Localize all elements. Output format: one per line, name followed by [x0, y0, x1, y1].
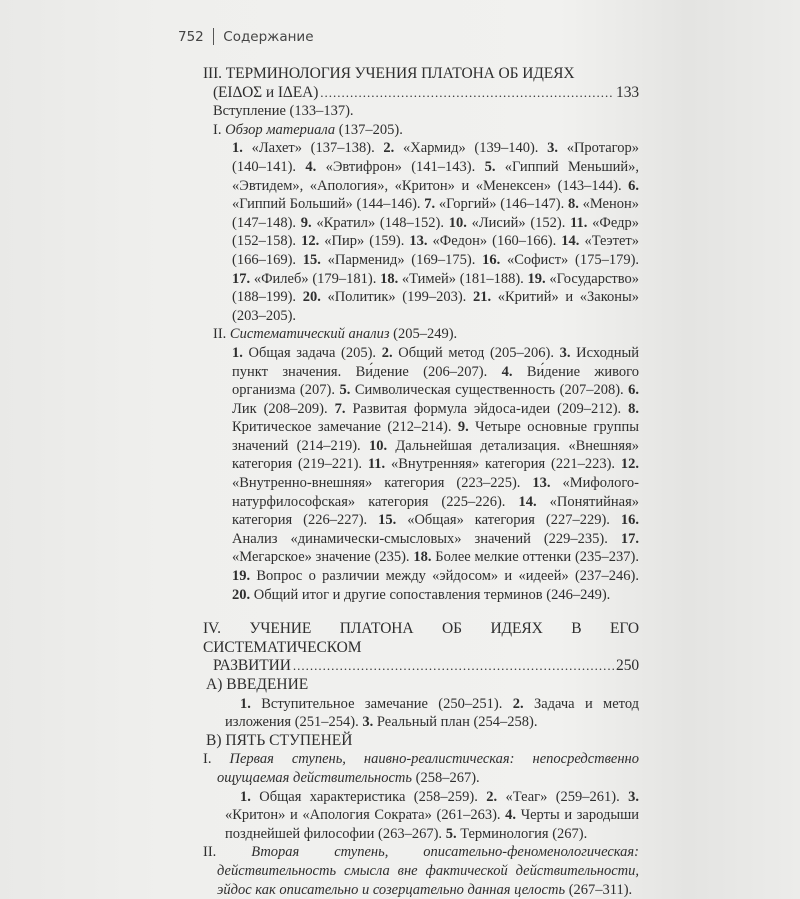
item-text: Реальный план (254–258). — [376, 714, 538, 731]
toc-chapter-entry — [203, 843, 639, 899]
toc-item — [380, 271, 524, 287]
item-number: 2. — [383, 140, 395, 157]
item-text: Общая характеристика (258–259). — [259, 788, 478, 805]
part-title-continuation — [203, 657, 639, 676]
item-number: 3. — [559, 344, 571, 361]
item-number: 3. — [628, 788, 640, 805]
toc-subheading: А) ВВЕДЕНИЕ — [206, 676, 309, 693]
item-number: 14. — [518, 493, 537, 510]
item-text: Более мелкие оттенки (235–237). — [435, 549, 639, 566]
toc-item — [232, 568, 639, 584]
item-number: 4. — [305, 158, 317, 175]
item-number: 19. — [232, 568, 251, 585]
item-text: Общий метод (205–206). — [398, 344, 555, 361]
toc-item — [232, 345, 376, 361]
item-number: 18. — [380, 270, 399, 287]
toc-part-entry — [203, 620, 639, 676]
item-number: 1. — [240, 788, 251, 805]
running-title: Содержание — [223, 28, 314, 45]
item-text: «Гиппий Больший» (144–146). — [232, 196, 421, 213]
item-text: «Государство» (188–199). — [232, 270, 640, 306]
item-number: 19. — [527, 270, 546, 287]
item-text: «Общая» категория (227–229). — [407, 512, 610, 529]
chapter-title: Обзор материала — [225, 121, 336, 138]
toc-item — [240, 789, 478, 805]
part-title: IV. УЧЕНИЕ ПЛАТОНА ОБ ИДЕЯХ В ЕГО СИСТЕМАТИЧЕСКОМ — [203, 620, 639, 656]
item-text: Дальнейшая детализация. «Внешняя» категория (219–221). — [232, 437, 640, 473]
toc-item — [378, 512, 610, 528]
item-text: Символическая существенность (207–208). — [354, 382, 624, 399]
item-number: 11. — [570, 214, 588, 231]
toc-item-list — [203, 344, 639, 604]
page-ref: 250 — [616, 657, 639, 675]
item-text: Развитая формула эйдоса-идеи (209–212). — [352, 400, 622, 417]
table-of-contents — [203, 65, 639, 899]
item-number: 16. — [620, 512, 640, 529]
item-number: 2. — [381, 344, 393, 361]
item-number: 12. — [620, 456, 639, 473]
toc-chapter-entry — [203, 121, 639, 140]
item-number: 16. — [482, 251, 501, 268]
toc-item — [301, 233, 404, 249]
chapter-pages: (267–311). — [568, 881, 633, 898]
toc-part-entry — [203, 65, 639, 102]
item-text: «Федон» (160–166). — [432, 233, 557, 250]
item-text: «Федр» (152–158). — [232, 214, 639, 250]
item-number: 17. — [620, 530, 639, 547]
item-number: 4. — [501, 363, 513, 380]
item-number: 9. — [300, 214, 312, 231]
toc-item — [335, 401, 622, 417]
toc-item — [409, 233, 556, 249]
item-text: «Эвтифрон» (141–143). — [325, 158, 476, 175]
chapter-number: I. — [213, 121, 222, 138]
item-text: «Софист» (175–179). — [506, 251, 640, 268]
item-text: Исходный пункт значения. Ви́дение (206–207). — [232, 344, 640, 380]
item-text: «Внутренно-внешняя» категория (223–225). — [232, 475, 521, 492]
toc-item — [368, 456, 615, 472]
toc-item — [305, 159, 475, 175]
item-number: 1. — [232, 140, 243, 157]
toc-item — [232, 140, 375, 156]
toc-item — [486, 789, 620, 805]
item-text: «Мегарское» значение (235). — [232, 549, 410, 566]
item-text: Вступительное замечание (250–251). — [261, 695, 503, 712]
item-text: «Лахет» (137–138). — [251, 140, 375, 157]
toc-item — [362, 714, 537, 730]
toc-entry: Вступление (133–137). — [213, 103, 354, 120]
item-number: 5. — [445, 825, 457, 842]
item-text: «Тимей» (181–188). — [401, 270, 524, 287]
item-number: 11. — [367, 456, 386, 473]
item-number: 7. — [424, 196, 436, 213]
item-number: 3. — [362, 714, 374, 731]
item-number: 20. — [302, 289, 321, 306]
item-text: Четыре основные группы значений (214–219). — [232, 419, 639, 454]
page-number: 752 — [178, 28, 204, 45]
part-title-continuation — [203, 84, 639, 103]
toc-item — [303, 252, 476, 268]
item-number: 17. — [232, 270, 251, 287]
item-text: «Хармид» (139–140). — [402, 140, 539, 157]
item-text: «Лисий» (152). — [471, 214, 566, 231]
toc-chapter-entry — [203, 325, 639, 344]
chapter-number: I. — [203, 751, 212, 768]
item-number: 2. — [486, 788, 498, 805]
item-number: 8. — [628, 400, 639, 417]
toc-item — [240, 696, 502, 712]
item-number: 7. — [334, 400, 346, 417]
item-number: 1. — [240, 695, 251, 712]
item-text: «Теэтет» (166–169). — [232, 233, 640, 268]
toc-item — [383, 140, 538, 156]
toc-item — [303, 289, 467, 305]
item-text: «Критон» и «Апология Сократа» (261–263). — [225, 807, 501, 824]
item-text: Ви́дение живого организма (207). — [232, 363, 640, 399]
item-text: «Внутренняя» категория (221–223). — [390, 456, 616, 473]
item-number: 18. — [413, 549, 432, 566]
chapter-pages: (258–267). — [415, 769, 480, 786]
toc-item — [232, 587, 610, 603]
toc-item — [382, 345, 554, 361]
chapter-number: II. — [213, 326, 227, 343]
item-text: «Менон» (147–148). — [232, 196, 639, 231]
toc-item — [446, 826, 588, 842]
toc-item-list — [203, 139, 639, 325]
item-text: «Протагор» (140–141). — [232, 140, 640, 175]
leader-dots — [293, 657, 614, 676]
chapter-pages: (137–205). — [338, 121, 403, 138]
item-text: «Кратил» (148–152). — [316, 214, 444, 231]
chapter-title: Вторая ступень, описательно-феноменологическая: действительность смысла вне фактической действительности, эйдос как описательно и созерцательно данная целость — [217, 844, 639, 898]
item-number: 12. — [301, 233, 320, 250]
item-text: Общий итог и другие сопоставления терминов (246–249). — [253, 586, 611, 603]
part-title: III. ТЕРМИНОЛОГИЯ УЧЕНИЯ ПЛАТОНА ОБ ИДЕЯХ — [203, 65, 575, 82]
item-text: «Филеб» (179–181). — [253, 270, 377, 287]
toc-item — [413, 549, 639, 565]
item-number: 4. — [505, 807, 517, 824]
item-number: 2. — [512, 695, 524, 712]
item-text: «Парменид» (169–175). — [327, 251, 476, 268]
item-text: Черты и зародыши позднейшей философии (263–267). — [225, 807, 639, 842]
running-header — [178, 28, 314, 45]
item-number: 15. — [302, 251, 321, 268]
item-number: 10. — [368, 437, 388, 454]
item-number: 8. — [567, 196, 579, 213]
toc-item — [232, 271, 376, 287]
item-number: 15. — [378, 512, 397, 529]
item-number: 5. — [484, 158, 496, 175]
toc-item — [339, 382, 623, 398]
item-text: «Политик» (199–203). — [327, 289, 467, 306]
item-number: 3. — [547, 140, 558, 157]
item-number: 9. — [457, 419, 469, 436]
item-text: «Понятийная» категория (226–227). — [232, 493, 639, 529]
item-text: Вопрос о различии между «эйдосом» и «идеей» (237–246). — [256, 568, 640, 585]
item-text: Критическое замечание (212–214). — [232, 419, 452, 436]
item-text: «Критий» и «Законы» (203–205). — [232, 289, 640, 324]
item-text: «Теаг» (259–261). — [505, 788, 620, 805]
toc-item — [301, 215, 444, 231]
item-text: Терминология (267). — [460, 825, 588, 842]
toc-item — [424, 196, 564, 212]
item-number: 5. — [339, 382, 351, 399]
item-text: Анализ «динамически-смысловых» значений (229–235). — [232, 530, 608, 547]
header-divider — [213, 28, 215, 45]
item-text: Лик (208–209). — [232, 400, 328, 417]
item-number: 6. — [628, 177, 640, 194]
chapter-pages: (205–249). — [393, 326, 458, 343]
item-number: 10. — [448, 214, 467, 231]
item-text: «Пир» (159). — [324, 233, 405, 250]
item-text: Общая задача (205). — [248, 344, 377, 361]
toc-item — [449, 215, 566, 231]
item-text: «Горгий» (146–147). — [438, 196, 565, 213]
item-text: «Гиппий Меньший», «Эвтидем», «Апология», «Критон» и «Менексен» (143–144). — [232, 158, 640, 194]
page-ref: 133 — [616, 83, 639, 101]
item-number: 1. — [232, 344, 243, 361]
item-number: 14. — [561, 233, 580, 250]
item-number: 6. — [628, 382, 640, 399]
toc-item — [482, 252, 639, 268]
toc-item-list — [203, 788, 639, 844]
chapter-title: Систематический анализ — [229, 326, 390, 343]
chapter-number: II. — [203, 844, 217, 861]
item-number: 13. — [532, 475, 551, 492]
item-text: «Мифолого-натурфилософская» категория (225–226). — [232, 475, 639, 510]
item-number: 20. — [232, 586, 251, 603]
part-title-cont: РАЗВИТИИ — [213, 657, 291, 675]
toc-chapter-entry — [203, 750, 639, 787]
part-title-cont: (ΕΙΔΟΣ и ΙΔΕΑ) — [213, 83, 319, 101]
item-text: Задача и метод изложения (251–254). — [225, 695, 640, 731]
chapter-title: Первая ступень, наивно-реалистическая: непосредственно ощущаемая действительность — [217, 751, 640, 786]
item-number: 13. — [409, 233, 428, 250]
toc-item-list — [203, 695, 639, 732]
item-number: 21. — [472, 289, 492, 306]
leader-dots — [320, 84, 614, 103]
toc-subheading: В) ПЯТЬ СТУПЕНЕЙ — [206, 731, 353, 749]
